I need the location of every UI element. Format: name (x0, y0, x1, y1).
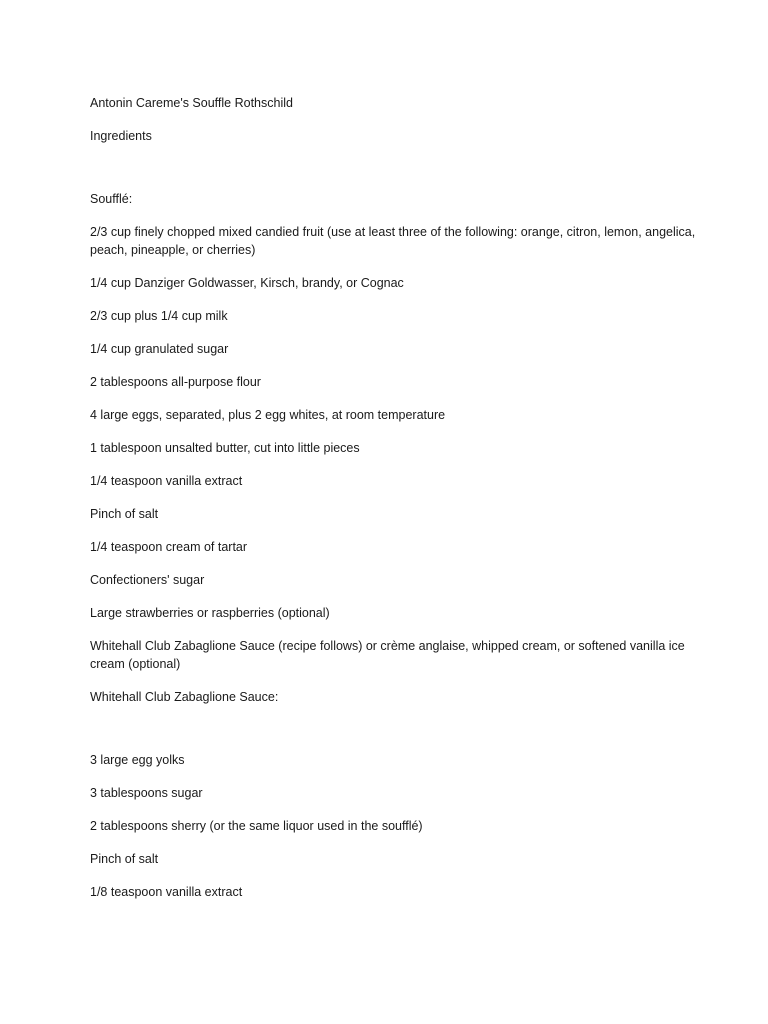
recipe-title: Antonin Careme's Souffle Rothschild (90, 96, 293, 110)
ingredient-item: Whitehall Club Zabaglione Sauce (recipe follows) or crème anglaise, whipped cream, or softened vanilla ice cream (optional) (90, 639, 685, 671)
ingredients-heading: Ingredients (90, 129, 152, 143)
blank-line (90, 160, 708, 190)
ingredient-item: 4 large eggs, separated, plus 2 egg whites, at room temperature (90, 408, 446, 422)
ingredient-item: 3 large egg yolks (90, 753, 185, 767)
ingredient-item: 1/4 teaspoon vanilla extract (90, 474, 243, 488)
ingredient-item: 1/4 cup Danziger Goldwasser, Kirsch, brandy, or Cognac (90, 276, 404, 290)
ingredient-item: 3 tablespoons sugar (90, 786, 203, 800)
ingredient-item: Pinch of salt (90, 507, 159, 521)
ingredient-item: Large strawberries or raspberries (optional) (90, 606, 330, 620)
blank-line (90, 721, 708, 751)
sauce-heading: Whitehall Club Zabaglione Sauce: (90, 690, 279, 704)
ingredient-item: 1/4 teaspoon cream of tartar (90, 540, 248, 554)
ingredient-item: Pinch of salt (90, 852, 159, 866)
souffle-heading: Soufflé: (90, 192, 133, 206)
ingredient-item: 1/4 cup granulated sugar (90, 342, 229, 356)
ingredient-item: 2/3 cup finely chopped mixed candied fruit (use at least three of the following: orange, citron, lemon, angelica, peach, pineapple, or cherries) (90, 225, 696, 257)
souffle-ingredient-list (90, 223, 708, 673)
ingredient-item: 2/3 cup plus 1/4 cup milk (90, 309, 228, 323)
ingredient-item: 2 tablespoons all-purpose flour (90, 375, 261, 389)
ingredient-item: 1 tablespoon unsalted butter, cut into little pieces (90, 441, 360, 455)
ingredient-item: Confectioners' sugar (90, 573, 205, 587)
ingredient-item: 1/8 teaspoon vanilla extract (90, 885, 243, 899)
sauce-ingredient-list (90, 751, 708, 901)
ingredient-item: 2 tablespoons sherry (or the same liquor used in the soufflé) (90, 819, 423, 833)
